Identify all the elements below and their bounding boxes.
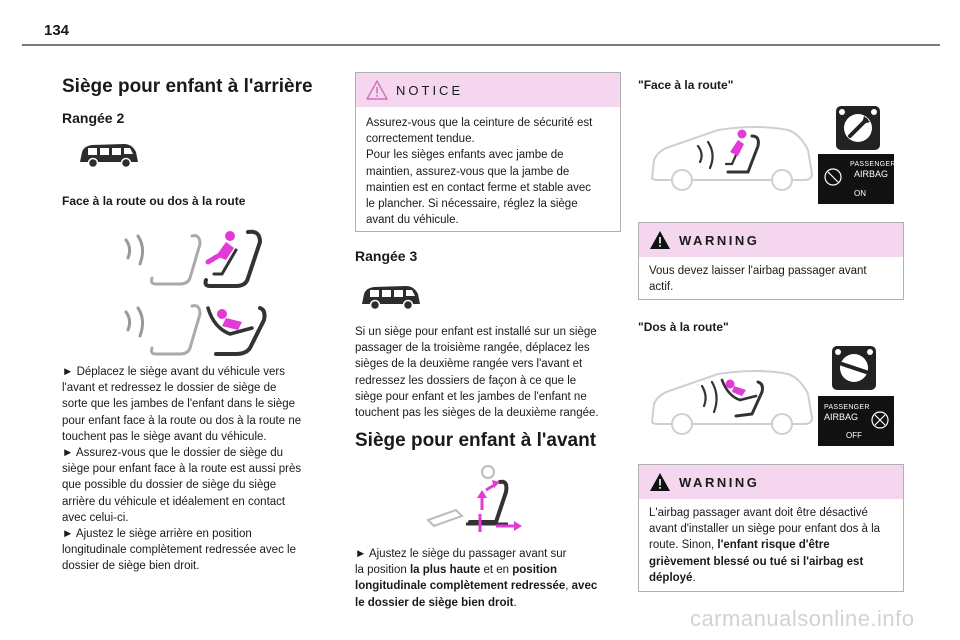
car-rear-facing-illustration xyxy=(648,366,816,436)
warning-triangle-icon xyxy=(649,230,671,250)
airbag-switch-icon-on xyxy=(836,106,880,150)
airbag-switch-icon-off xyxy=(832,346,876,390)
airbag-on-line1: PASSENGER xyxy=(850,161,896,168)
airbag-off-indicator xyxy=(818,396,894,446)
page-number: 134 xyxy=(44,22,70,39)
facing-heading: Face à la route ou dos à la route xyxy=(62,194,246,208)
header-rule xyxy=(22,44,940,46)
airbag-on-indicator xyxy=(818,154,894,204)
front-instructions: ► Ajustez le siège du passager avant sur la position la plus haute et en position longitudinale complètement redressée, avec le dossier de siège bien droit. xyxy=(355,548,598,609)
section-title-rear: Siège pour enfant à l'arrière xyxy=(62,76,313,97)
van-icon-row2 xyxy=(78,140,140,170)
van-icon-row3 xyxy=(360,282,422,312)
warning-text: L'airbag passager avant doit être désactivé avant d'installer un siège pour enfant dos à la route. Sinon, l'enfant risque d'être grièvement blessé ou tué si l'airbag est déployé. xyxy=(649,507,881,584)
notice-box xyxy=(355,72,621,232)
row2-heading: Rangée 2 xyxy=(62,110,125,126)
warning-title: WARNING xyxy=(679,475,760,490)
row3-heading: Rangée 3 xyxy=(355,248,418,264)
airbag-off-line1: PASSENGER xyxy=(824,404,870,411)
warning-box-airbag-off xyxy=(638,464,904,592)
section-title-front: Siège pour enfant à l'avant xyxy=(355,430,597,451)
rear-instructions: ► Déplacez le siège avant du véhicule vers l'avant et redressez le dossier de siège de sorte que les jambes de l'enfant dans le siège pour enfant face à la route ou dos à la route ne touchent pas le siège avant du véhicule. ► Assurez-vous que le dossier de siège du siège pour enfant face à la route est aussi près que possible du dossier de siège du siège arrière du véhicule et idéalement en contact avec celui-ci. ► Ajustez le siège arrière en position longitudinale complètement redressée avec le dossier de siège bien droit. xyxy=(62,366,302,573)
seat-rear-illustration xyxy=(118,298,278,360)
car-forward-facing-illustration xyxy=(648,122,816,192)
notice-text: Assurez-vous que la ceinture de sécurité est correctement tendue. Pour les sièges enfants avec jambe de maintien, assurez-vous que la jambe de maintien est en contact ferme et stable avec le plancher. Si nécessaire, réglez la siège avant du véhicule. xyxy=(366,117,593,227)
airbag-on-line2: AIRBAG xyxy=(854,169,889,179)
watermark: carmanualsonline.info xyxy=(690,606,915,631)
notice-title: NOTICE xyxy=(396,83,464,98)
airbag-off-line3: OFF xyxy=(846,431,862,440)
warning-header xyxy=(639,465,903,499)
seat-forward-illustration xyxy=(118,226,278,294)
airbag-off-line2: AIRBAG xyxy=(824,412,859,422)
row3-text: Si un siège pour enfant est installé sur un siège passager de la troisième rangée, déplacez les sièges de la deuxième rangée vers l'avant et redressez les dossiers de façon à ce que le siège pour enfant et les jambes de l'enfant ne touchent pas les sièges de la deuxième rangée. xyxy=(355,326,599,420)
front-seat-adjust-illustration xyxy=(426,464,526,536)
airbag-child-seat-crossed-icon xyxy=(870,410,890,430)
forward-facing-heading: "Face à la route" xyxy=(638,78,734,92)
warning-title: WARNING xyxy=(679,233,760,248)
rear-facing-heading: "Dos à la route" xyxy=(638,320,729,334)
airbag-child-seat-icon xyxy=(824,168,842,186)
warning-text: Vous devez laisser l'airbag passager avant actif. xyxy=(649,265,867,294)
airbag-on-line3: ON xyxy=(854,189,866,198)
notice-header xyxy=(356,73,620,107)
warning-header xyxy=(639,223,903,257)
warning-triangle-icon xyxy=(366,80,388,100)
warning-triangle-icon xyxy=(649,472,671,492)
warning-box-airbag-active xyxy=(638,222,904,300)
